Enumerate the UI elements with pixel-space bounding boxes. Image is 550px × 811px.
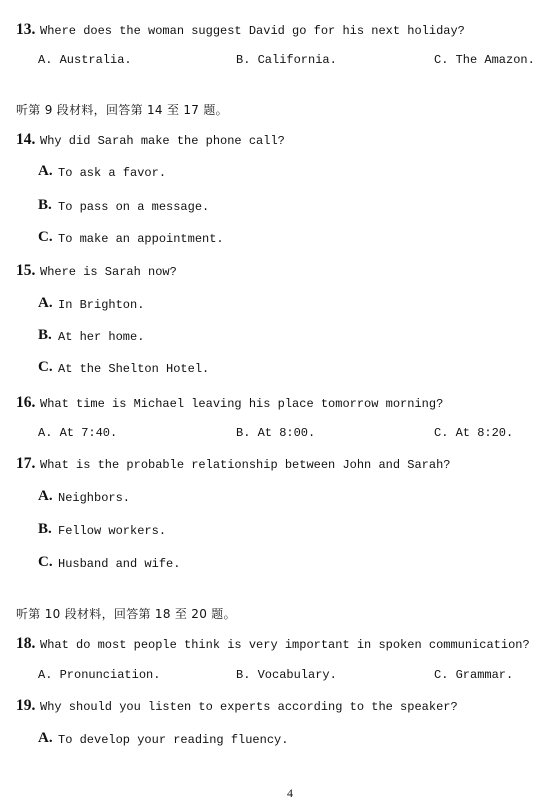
q14-label-b: B. <box>38 197 52 213</box>
q18-text: What do most people think is very important in spoken communication? <box>40 638 530 652</box>
q17-text: What is the probable relationship between John and Sarah? <box>40 458 451 472</box>
q17-option-b: Fellow workers. <box>58 524 167 538</box>
q17-option-a: Neighbors. <box>58 491 131 505</box>
q19-option-a: To develop your reading fluency. <box>58 733 289 747</box>
q13-text: Where does the woman suggest David go for his next holiday? <box>40 24 465 38</box>
q13-option-b: B. California. <box>236 53 337 67</box>
q15-option-b: At her home. <box>58 330 145 344</box>
q14-label-a: A. <box>38 163 53 179</box>
q17-label-b: B. <box>38 521 52 537</box>
q16-option-a: A. At 7:40. <box>38 426 118 440</box>
q14-option-c: To make an appointment. <box>58 232 224 246</box>
q13-option-a: A. Australia. <box>38 53 132 67</box>
q15-option-a: In Brighton. <box>58 298 145 312</box>
q18-option-c: C. Grammar. <box>434 668 514 682</box>
q19-label-a: A. <box>38 730 53 746</box>
q15-label-b: B. <box>38 327 52 343</box>
q14-option-b: To pass on a message. <box>58 200 210 214</box>
q19-number: 19. <box>16 697 36 714</box>
q19-text: Why should you listen to experts according to the speaker? <box>40 700 458 714</box>
page-number: 4 <box>287 786 293 800</box>
q14-option-a: To ask a favor. <box>58 166 167 180</box>
q17-option-c: Husband and wife. <box>58 557 181 571</box>
q18-number: 18. <box>16 635 36 652</box>
q15-option-c: At the Shelton Hotel. <box>58 362 210 376</box>
q15-label-a: A. <box>38 295 53 311</box>
q15-text: Where is Sarah now? <box>40 265 177 279</box>
q18-option-a: A. Pronunciation. <box>38 668 161 682</box>
q17-number: 17. <box>16 455 36 472</box>
q17-label-a: A. <box>38 488 53 504</box>
q16-option-c: C. At 8:20. <box>434 426 514 440</box>
q16-text: What time is Michael leaving his place tomorrow morning? <box>40 397 444 411</box>
q17-label-c: C. <box>38 554 53 570</box>
q14-number: 14. <box>16 131 36 148</box>
section-instruction-9: 听第 9 段材料，回答第 14 至 17 题。 <box>16 103 228 117</box>
q16-number: 16. <box>16 394 36 411</box>
q18-option-b: B. Vocabulary. <box>236 668 337 682</box>
q13-option-c: C. The Amazon. <box>434 53 535 67</box>
q13-number: 13. <box>16 21 36 38</box>
q16-option-b: B. At 8:00. <box>236 426 316 440</box>
q14-text: Why did Sarah make the phone call? <box>40 134 285 148</box>
section-instruction-10: 听第 10 段材料，回答第 18 至 20 题。 <box>16 607 236 621</box>
q15-label-c: C. <box>38 359 53 375</box>
q14-label-c: C. <box>38 229 53 245</box>
q15-number: 15. <box>16 262 36 279</box>
